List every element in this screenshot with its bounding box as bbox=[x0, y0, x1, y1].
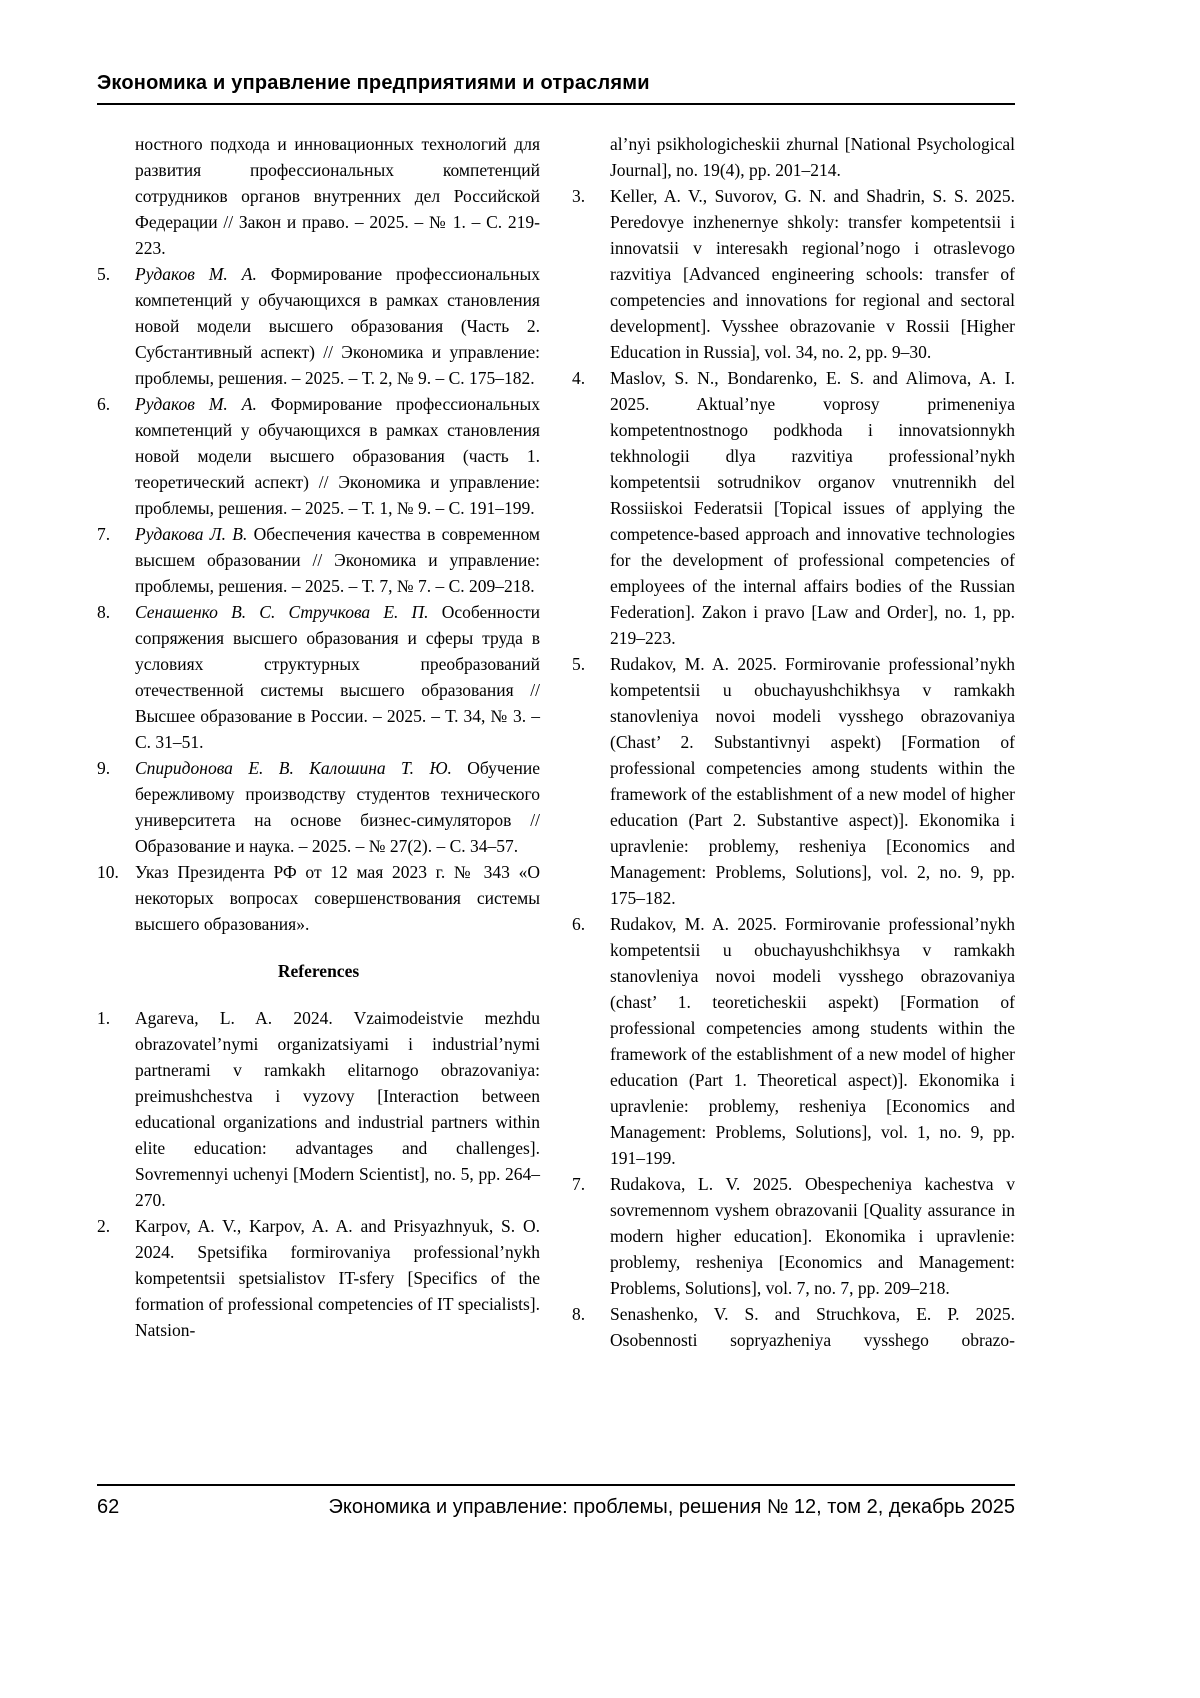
ref-text: Karpov, A. V., Karpov, A. A. and Prisyazhnyuk, S. O. 2024. Spetsifika formirovaniya professional’nykh kompetentsii spetsialistov IT-sfery [Specifics of the formation of professional competencies of IT specialists]. Natsion- bbox=[135, 1216, 540, 1340]
ref-authors: Рудаков М. А. bbox=[135, 264, 257, 284]
reference-item bbox=[97, 391, 540, 521]
reference-item bbox=[97, 755, 540, 859]
ref-text: Maslov, S. N., Bondarenko, E. S. and Alimova, A. I. 2025. Aktual’nye voprosy primeneniya kompetentnostnogo podkhoda i innovatsionnykh tekhnologii dlya razvitiya professional’nykh kompetentsii sotrudnikov organov vnutrennikh del Rossiiskoi Federatsii [Topical issues of applying the competence-based approach and innovative technologies for the development of professional competencies of employees of the internal affairs bodies of the Russian Federation]. Zakon i pravo [Law and Order], no. 1, pp. 219–223. bbox=[610, 368, 1015, 648]
reference-item bbox=[97, 1005, 540, 1213]
right-column bbox=[572, 131, 1015, 1479]
ref-number: 2. bbox=[97, 1216, 111, 1236]
footer-rule bbox=[97, 1484, 1015, 1486]
ref-number: 1. bbox=[97, 1008, 111, 1028]
page-number: 62 bbox=[97, 1496, 120, 1518]
ref-number: 4. bbox=[572, 368, 586, 388]
ref-text: Rudakov, M. A. 2025. Formirovanie professional’nykh kompetentsii u obuchayushchikhsya v ramkakh stanovleniya novoi modeli vysshego obrazovaniya (chast’ 1. teoreticheskii aspekt) [Formation of professional competencies among students within the framework of the establishment of a new model of higher education (Part 1. Theoretical aspect)]. Ekonomika i upravlenie: problemy, resheniya [Economics and Management: Problems, Solutions], vol. 1, no. 9, pp. 191–199. bbox=[610, 914, 1015, 1168]
reference-item bbox=[572, 183, 1015, 365]
reference-continuation: al’nyi psikhologicheskii zhurnal [National Psychological Journal], no. 19(4), pp. 201–214. bbox=[610, 134, 1015, 180]
left-column bbox=[97, 131, 540, 1479]
footer-journal-line: Экономика и управление: проблемы, решения № 12, том 2, декабрь 2025 bbox=[328, 1496, 1015, 1518]
ref-text: Agareva, L. A. 2024. Vzaimodeistvie mezhdu obrazovatel’nymi organizatsiyami i industrial’nymi partnerami v ramkakh elitarnogo obrazovaniya: preimushchestva i vyzovy [Interaction between educational organizations and industrial partners within elite education: advantages and challenges]. Sovremennyi uchenyi [Modern Scientist], no. 5, pp. 264–270. bbox=[135, 1008, 540, 1210]
ref-number: 8. bbox=[97, 602, 111, 622]
reference-item bbox=[97, 521, 540, 599]
ref-text: Rudakov, M. A. 2025. Formirovanie professional’nykh kompetentsii u obuchayushchikhsya v ramkakh stanovleniya novoi modeli vysshego obrazovaniya (Chast’ 2. Substantivnyi aspekt) [Formation of professional competencies among students within the framework of the establishment of a new model of higher education (Part 2. Substantive aspect)]. Ekonomika i upravlenie: problemy, resheniya [Economics and Management: Problems, Solutions], vol. 2, no. 9, pp. 175–182. bbox=[610, 654, 1015, 908]
reference-item bbox=[572, 911, 1015, 1171]
ref-authors: Спиридонова Е. В. Калошина Т. Ю. bbox=[135, 758, 452, 778]
references-heading: References bbox=[277, 961, 360, 981]
ref-number: 6. bbox=[572, 914, 586, 934]
ref-number: 5. bbox=[97, 264, 111, 284]
ref-text: Обеспечения качества в современном высшем образовании // Экономика и управление: проблемы, решения. – 2025. – Т. 7, № 7. – С. 209–218. bbox=[135, 524, 541, 596]
ref-text: Senashenko, V. S. and Struchkova, E. P. 2025. Osobennosti sopryazheniya vysshego obrazo- bbox=[610, 1304, 1015, 1350]
ref-text: Keller, A. V., Suvorov, G. N. and Shadrin, S. S. 2025. Peredovye inzhenernye shkoly: transfer kompetentsii i innovatsii v interesakh regional’nogo i otraslevogo razvitiya [Advanced engineering schools: transfer of competencies and innovations for regional and sectoral development]. Vysshee obrazovanie v Rossii [Higher Education in Russia], vol. 34, no. 2, pp. 9–30. bbox=[610, 186, 1015, 362]
ref-text: Формирование профессиональных компетенций у обучающихся в рамках становления новой модели высшего образования (Часть 2. Субстантивный аспект) // Экономика и управление: проблемы, решения. – 2025. – Т. 2, № 9. – С. 175–182. bbox=[135, 264, 540, 388]
reference-item bbox=[572, 1301, 1015, 1353]
reference-item bbox=[572, 651, 1015, 911]
reference-item bbox=[97, 859, 540, 937]
ref-text: Rudakova, L. V. 2025. Obespecheniya kachestva v sovremennom vyshem obrazovanii [Quality assurance in modern higher education]. Ekonomika i upravlenie: problemy, resheniya [Economics and Management: Problems, Solutions], vol. 7, no. 7, pp. 209–218. bbox=[610, 1174, 1015, 1298]
ref-number: 7. bbox=[97, 524, 111, 544]
ref-text: Особенности сопряжения высшего образования и сферы труда в условиях структурных преобразований отечественной системы высшего образования // Высшее образование в России. – 2025. – Т. 34, № 3. – С. 31–51. bbox=[135, 602, 540, 752]
page-footer bbox=[97, 1496, 1015, 1519]
ref-number: 5. bbox=[572, 654, 586, 674]
ref-authors: Рудакова Л. В. bbox=[135, 524, 248, 544]
ref-number: 9. bbox=[97, 758, 111, 778]
ref-number: 6. bbox=[97, 394, 111, 414]
ref-text: Формирование профессиональных компетенций у обучающихся в рамках становления новой модели высшего образования (часть 1. теоретический аспект) // Экономика и управление: проблемы, решения. – 2025. – Т. 1, № 9. – С. 191–199. bbox=[135, 394, 540, 518]
reference-item bbox=[572, 365, 1015, 651]
content-columns bbox=[97, 131, 1015, 1479]
ref-authors: Сенашенко В. С. Стручкова Е. П. bbox=[135, 602, 429, 622]
reference-item bbox=[572, 1171, 1015, 1301]
ref-number: 8. bbox=[572, 1304, 586, 1324]
reference-item bbox=[97, 261, 540, 391]
reference-item bbox=[97, 599, 540, 755]
section-header-title: Экономика и управление предприятиями и отраслями bbox=[97, 72, 650, 94]
header-rule bbox=[97, 103, 1015, 105]
ref-number: 7. bbox=[572, 1174, 586, 1194]
reference-item bbox=[97, 1213, 540, 1343]
ref-text: Указ Президента РФ от 12 мая 2023 г. № 343 «О некоторых вопросах совершенствования системы высшего образования». bbox=[135, 862, 540, 934]
ref-number: 10. bbox=[97, 862, 119, 882]
ref-number: 3. bbox=[572, 186, 586, 206]
reference-continuation: ностного подхода и инновационных технологий для развития профессиональных компетенций сотрудников органов внутренних дел Российской Федерации // Закон и право. – 2025. – № 1. – С. 219-223. bbox=[135, 134, 540, 258]
ref-authors: Рудаков М. А. bbox=[135, 394, 257, 414]
ref-text: Обучение бережливому производству студентов технического университета на основе бизнес-симуляторов // Образование и наука. – 2025. – № 27(2). – С. 34–57. bbox=[135, 758, 540, 856]
